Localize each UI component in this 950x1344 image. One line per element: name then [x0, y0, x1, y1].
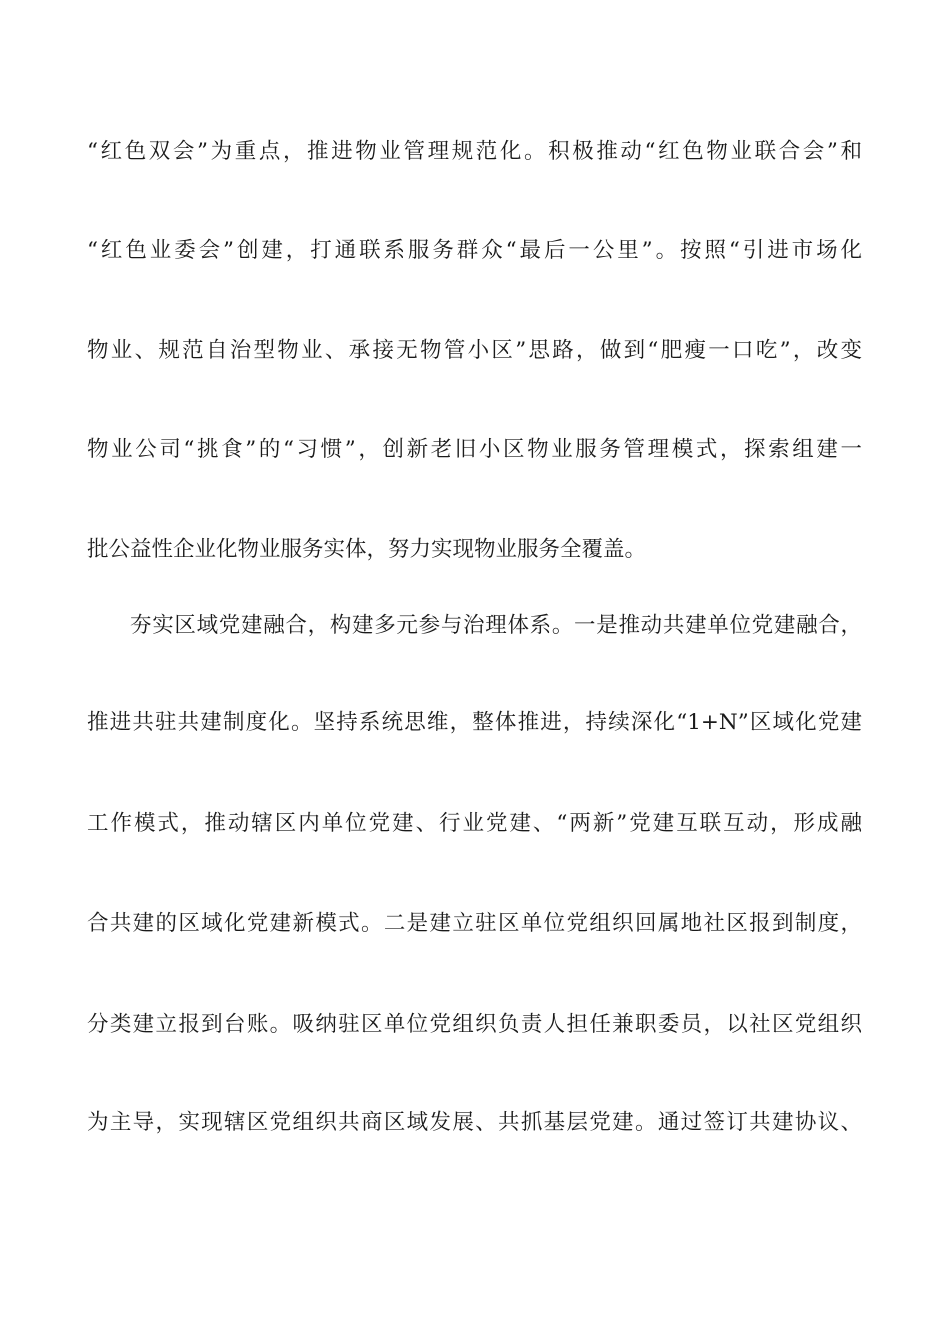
text-line: 批公益性企业化物业服务实体，努力实现物业服务全覆盖。	[87, 537, 647, 562]
text-line: “红色业委会”创建，打通联系服务群众“最后一公里”。按照“引进市场化	[87, 238, 862, 263]
text-line: “红色双会”为重点，推进物业管理规范化。积极推动“红色物业联合会”和	[87, 139, 862, 164]
text-line: 分类建立报到台账。吸纳驻区单位党组织负责人担任兼职委员，以社区党组织	[87, 1012, 862, 1037]
paragraph-first-line: 夯实区域党建融合，构建多元参与治理体系。一是推动共建单位党建融合，	[130, 613, 862, 638]
text-line: 合共建的区域化党建新模式。二是建立驻区单位党组织回属地社区报到制度，	[87, 911, 862, 936]
text-line: 推进共驻共建制度化。坚持系统思维，整体推进，持续深化“1+N”区域化党建	[87, 710, 862, 735]
text-line: 工作模式，推动辖区内单位党建、行业党建、“两新”党建互联互动，形成融	[87, 811, 862, 836]
text-line: 物业公司“挑食”的“习惯”，创新老旧小区物业服务管理模式，探索组建一	[87, 437, 862, 462]
text-line: 为主导，实现辖区党组织共商区域发展、共抓基层党建。通过签订共建协议、	[87, 1110, 862, 1135]
text-line: 物业、规范自治型物业、承接无物管小区”思路，做到“肥瘦一口吃”，改变	[87, 338, 862, 363]
